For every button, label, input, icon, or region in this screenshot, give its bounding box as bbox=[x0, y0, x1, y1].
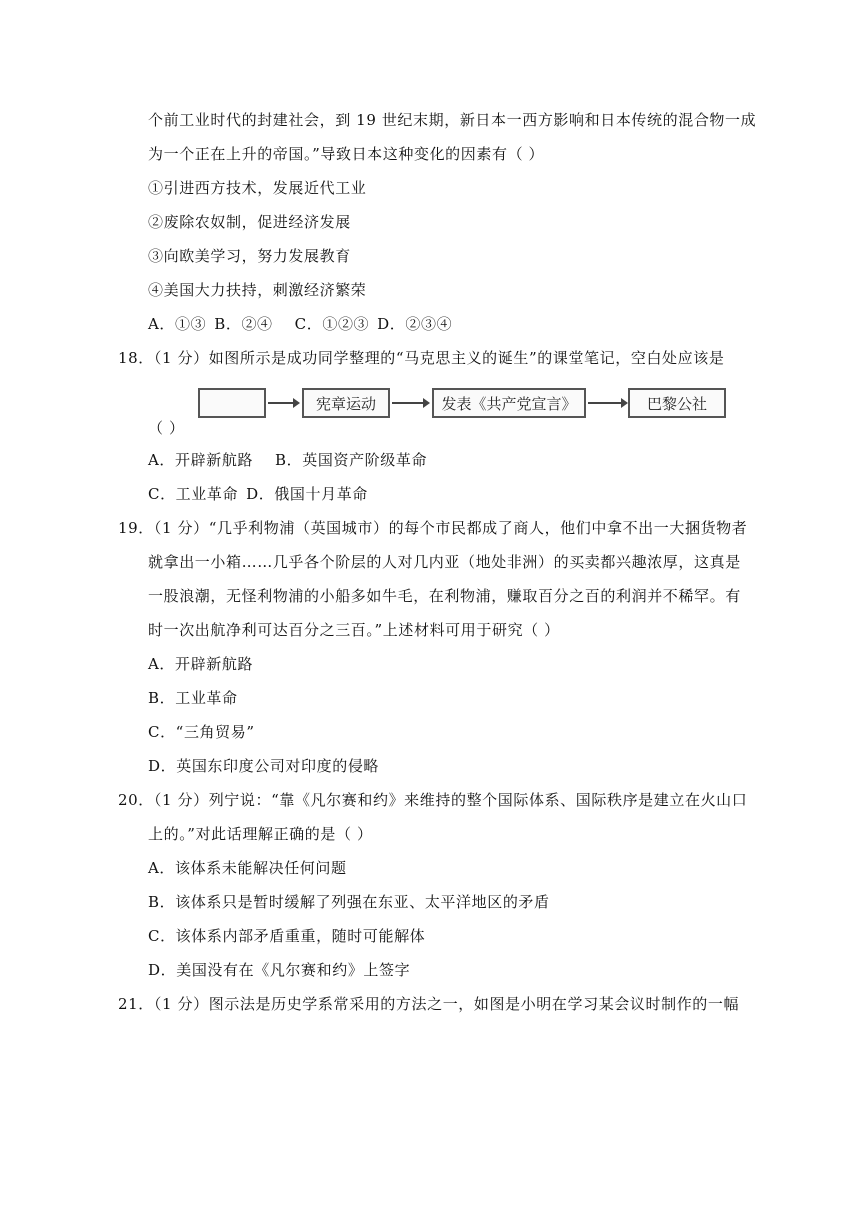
q20-option-a: A．该体系未能解决任何问题 bbox=[148, 859, 347, 877]
q20-option-c: C．该体系内部矛盾重重，随时可能解体 bbox=[148, 927, 426, 945]
q20-option-d: D．美国没有在《凡尔赛和约》上签字 bbox=[148, 961, 411, 979]
q18-option-d: D．俄国十月革命 bbox=[246, 485, 368, 503]
q20-stem-line2: 上的。”对此话理解正确的是（ ） bbox=[148, 825, 373, 843]
q18-stem: 18．（1 分）如图所示是成功同学整理的“马克思主义的诞生”的课堂笔记，空白处应该是 bbox=[118, 349, 725, 367]
q17-item-1: ①引进西方技术，发展近代工业 bbox=[148, 179, 367, 197]
flow-box-manifesto: 发表《共产党宣言》 bbox=[432, 388, 586, 418]
q17-option-c: C．①②③ bbox=[294, 315, 370, 333]
q18-option-b: B．英国资产阶级革命 bbox=[275, 451, 428, 469]
q17-option-b: B．②④ bbox=[214, 315, 273, 333]
q19-stem-line3: 一股浪潮，无怪利物浦的小船多如牛毛，在利物浦，赚取百分之百的利润并不稀罕。有 bbox=[148, 587, 741, 605]
q17-stem-line2: 为一个正在上升的帝国。”导致日本这种变化的因素有（ ） bbox=[148, 145, 545, 163]
q18-option-c: C．工业革命 bbox=[148, 485, 239, 503]
q17-options bbox=[148, 314, 452, 334]
flow-box-chartism: 宪章运动 bbox=[302, 388, 390, 418]
q17-item-4: ④美国大力扶持，刺激经济繁荣 bbox=[148, 281, 367, 299]
q17-stem-line1: 个前工业时代的封建社会，到 19 世纪末期，新日本一西方影响和日本传统的混合物一成 bbox=[148, 111, 757, 129]
q17-item-3: ③向欧美学习，努力发展教育 bbox=[148, 247, 351, 265]
q20-option-b: B．该体系只是暂时缓解了列强在东亚、太平洋地区的矛盾 bbox=[148, 893, 550, 911]
q19-stem-line4: 时一次出航净利可达百分之三百。”上述材料可用于研究（ ） bbox=[148, 621, 560, 639]
q18-flow-diagram bbox=[198, 382, 730, 428]
q18-options-row1 bbox=[148, 450, 427, 470]
q19-option-c: C．“三角贸易” bbox=[148, 723, 255, 741]
flow-box-paris-commune: 巴黎公社 bbox=[628, 388, 726, 418]
q19-option-b: B．工业革命 bbox=[148, 689, 238, 707]
q17-item-2: ②废除农奴制，促进经济发展 bbox=[148, 213, 351, 231]
flow-arrow-1 bbox=[268, 402, 298, 404]
flow-box-blank bbox=[198, 388, 266, 418]
q20-stem-line1: 20．（1 分）列宁说：“靠《凡尔赛和约》来维持的整个国际体系、国际秩序是建立在火山口 bbox=[118, 791, 748, 809]
q21-stem-line1: 21．（1 分）图示法是历史学系常采用的方法之一，如图是小明在学习某会议时制作的一幅 bbox=[118, 995, 740, 1013]
q18-blank: （ ） bbox=[148, 419, 185, 437]
q19-option-a: A．开辟新航路 bbox=[148, 655, 254, 673]
q17-option-a: A．①③ bbox=[148, 315, 207, 333]
flow-arrow-3 bbox=[588, 402, 626, 404]
q19-stem-line2: 就拿出一小箱……几乎各个阶层的人对几内亚（地处非洲）的买卖都兴趣浓厚，这真是 bbox=[148, 553, 741, 571]
q18-option-a: A．开辟新航路 bbox=[148, 451, 254, 469]
q19-option-d: D．英国东印度公司对印度的侵略 bbox=[148, 757, 380, 775]
q19-stem-line1: 19．（1 分）“几乎利物浦（英国城市）的每个市民都成了商人，他们中拿不出一大捆货物者 bbox=[118, 519, 748, 537]
flow-arrow-2 bbox=[392, 402, 428, 404]
q18-options-row2 bbox=[148, 484, 368, 504]
q17-option-d: D．②③④ bbox=[377, 315, 453, 333]
